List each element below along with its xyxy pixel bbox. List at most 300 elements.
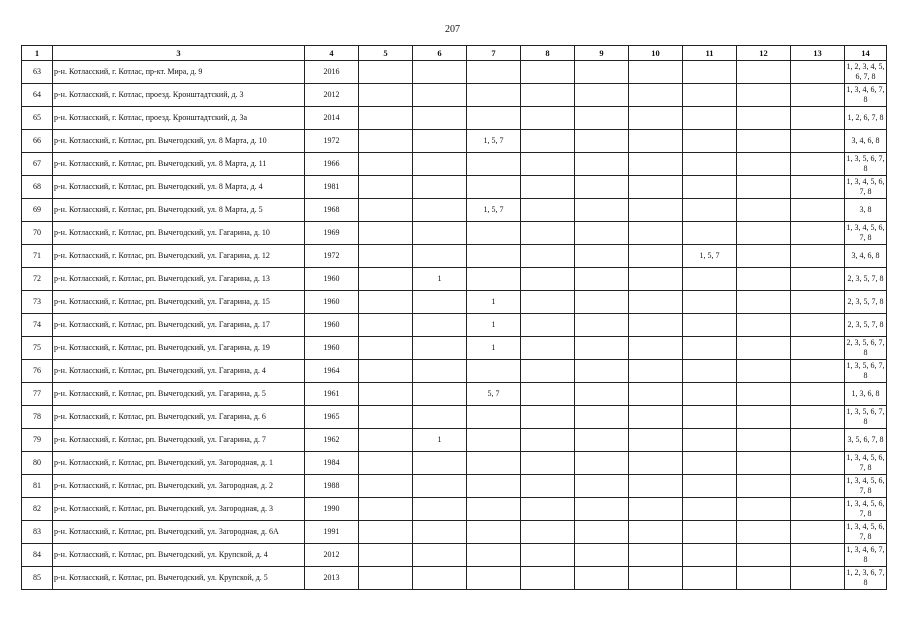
cell-col-14: 1, 3, 4, 6, 7, 8 <box>845 544 887 567</box>
column-header: 9 <box>575 46 629 61</box>
cell-col-12 <box>737 61 791 84</box>
cell-col-13 <box>791 222 845 245</box>
cell-col-5 <box>359 498 413 521</box>
cell-col-14: 1, 3, 4, 5, 6, 7, 8 <box>845 521 887 544</box>
table-row <box>22 245 887 268</box>
cell-col-8 <box>521 130 575 153</box>
cell-col-11 <box>683 153 737 176</box>
row-number: 65 <box>22 107 53 130</box>
year-cell: 1990 <box>305 498 359 521</box>
address-cell: р-н. Котласский, г. Котлас, рп. Вычегодский, ул. Гагарина, д. 5 <box>53 383 305 406</box>
address-cell: р-н. Котласский, г. Котлас, рп. Вычегодский, ул. 8 Марта, д. 11 <box>53 153 305 176</box>
cell-col-10 <box>629 61 683 84</box>
cell-col-5 <box>359 84 413 107</box>
cell-col-8 <box>521 498 575 521</box>
address-cell: р-н. Котласский, г. Котлас, проезд. Кронштадтский, д. 3а <box>53 107 305 130</box>
year-cell: 2012 <box>305 84 359 107</box>
cell-col-12 <box>737 337 791 360</box>
cell-col-5 <box>359 153 413 176</box>
cell-col-5 <box>359 429 413 452</box>
cell-col-14: 1, 3, 4, 5, 6, 7, 8 <box>845 176 887 199</box>
cell-col-13 <box>791 521 845 544</box>
header-row <box>22 46 887 61</box>
cell-col-5 <box>359 245 413 268</box>
year-cell: 1972 <box>305 245 359 268</box>
address-cell: р-н. Котласский, г. Котлас, рп. Вычегодский, ул. Гагарина, д. 15 <box>53 291 305 314</box>
cell-col-8 <box>521 107 575 130</box>
cell-col-9 <box>575 176 629 199</box>
cell-col-6 <box>413 314 467 337</box>
cell-col-14: 3, 5, 6, 7, 8 <box>845 429 887 452</box>
year-cell: 1960 <box>305 268 359 291</box>
cell-col-11 <box>683 222 737 245</box>
cell-col-9 <box>575 406 629 429</box>
cell-col-8 <box>521 176 575 199</box>
cell-col-13 <box>791 337 845 360</box>
column-header: 5 <box>359 46 413 61</box>
cell-col-13 <box>791 360 845 383</box>
cell-col-9 <box>575 222 629 245</box>
cell-col-12 <box>737 452 791 475</box>
cell-col-10 <box>629 360 683 383</box>
cell-col-5 <box>359 61 413 84</box>
cell-col-5 <box>359 521 413 544</box>
cell-col-13 <box>791 245 845 268</box>
cell-col-7 <box>467 498 521 521</box>
cell-col-12 <box>737 130 791 153</box>
cell-col-11 <box>683 337 737 360</box>
cell-col-14: 3, 4, 6, 8 <box>845 130 887 153</box>
cell-col-7: 1, 5, 7 <box>467 199 521 222</box>
column-header: 1 <box>22 46 53 61</box>
cell-col-10 <box>629 291 683 314</box>
cell-col-8 <box>521 222 575 245</box>
cell-col-14: 2, 3, 5, 6, 7, 8 <box>845 337 887 360</box>
cell-col-12 <box>737 314 791 337</box>
address-cell: р-н. Котласский, г. Котлас, пр-кт. Мира, д. 9 <box>53 61 305 84</box>
cell-col-9 <box>575 61 629 84</box>
cell-col-9 <box>575 130 629 153</box>
cell-col-14: 1, 3, 4, 6, 7, 8 <box>845 84 887 107</box>
cell-col-9 <box>575 498 629 521</box>
cell-col-11 <box>683 498 737 521</box>
cell-col-10 <box>629 130 683 153</box>
cell-col-7 <box>467 406 521 429</box>
cell-col-6 <box>413 337 467 360</box>
year-cell: 1972 <box>305 130 359 153</box>
row-number: 72 <box>22 268 53 291</box>
cell-col-6 <box>413 291 467 314</box>
cell-col-9 <box>575 107 629 130</box>
cell-col-10 <box>629 199 683 222</box>
table-row <box>22 452 887 475</box>
row-number: 68 <box>22 176 53 199</box>
cell-col-6 <box>413 544 467 567</box>
cell-col-13 <box>791 567 845 590</box>
cell-col-10 <box>629 176 683 199</box>
cell-col-7 <box>467 452 521 475</box>
cell-col-5 <box>359 475 413 498</box>
address-cell: р-н. Котласский, г. Котлас, рп. Вычегодский, ул. Гагарина, д. 17 <box>53 314 305 337</box>
cell-col-13 <box>791 107 845 130</box>
cell-col-8 <box>521 567 575 590</box>
cell-col-7 <box>467 84 521 107</box>
cell-col-12 <box>737 567 791 590</box>
cell-col-10 <box>629 475 683 498</box>
cell-col-5 <box>359 337 413 360</box>
cell-col-8 <box>521 84 575 107</box>
address-cell: р-н. Котласский, г. Котлас, рп. Вычегодский, ул. Гагарина, д. 6 <box>53 406 305 429</box>
cell-col-6 <box>413 521 467 544</box>
cell-col-5 <box>359 452 413 475</box>
cell-col-12 <box>737 222 791 245</box>
cell-col-13 <box>791 544 845 567</box>
cell-col-7: 1 <box>467 314 521 337</box>
cell-col-10 <box>629 521 683 544</box>
cell-col-10 <box>629 452 683 475</box>
cell-col-6 <box>413 406 467 429</box>
cell-col-12 <box>737 107 791 130</box>
row-number: 80 <box>22 452 53 475</box>
cell-col-13 <box>791 314 845 337</box>
cell-col-13 <box>791 130 845 153</box>
cell-col-10 <box>629 84 683 107</box>
cell-col-7: 1, 5, 7 <box>467 130 521 153</box>
cell-col-12 <box>737 406 791 429</box>
cell-col-7 <box>467 245 521 268</box>
cell-col-10 <box>629 383 683 406</box>
cell-col-12 <box>737 291 791 314</box>
cell-col-12 <box>737 360 791 383</box>
cell-col-11 <box>683 406 737 429</box>
cell-col-10 <box>629 314 683 337</box>
cell-col-6 <box>413 245 467 268</box>
cell-col-8 <box>521 245 575 268</box>
cell-col-7 <box>467 567 521 590</box>
cell-col-5 <box>359 176 413 199</box>
cell-col-8 <box>521 314 575 337</box>
cell-col-5 <box>359 383 413 406</box>
cell-col-11 <box>683 429 737 452</box>
cell-col-12 <box>737 176 791 199</box>
cell-col-11 <box>683 199 737 222</box>
cell-col-8 <box>521 429 575 452</box>
table-row <box>22 360 887 383</box>
year-cell: 1969 <box>305 222 359 245</box>
cell-col-8 <box>521 268 575 291</box>
table-row <box>22 544 887 567</box>
address-cell: р-н. Котласский, г. Котлас, рп. Вычегодский, ул. Загородная, д. 6А <box>53 521 305 544</box>
cell-col-13 <box>791 429 845 452</box>
cell-col-13 <box>791 84 845 107</box>
cell-col-7 <box>467 222 521 245</box>
year-cell: 2013 <box>305 567 359 590</box>
cell-col-7 <box>467 544 521 567</box>
cell-col-12 <box>737 544 791 567</box>
cell-col-5 <box>359 222 413 245</box>
cell-col-8 <box>521 61 575 84</box>
table-row <box>22 153 887 176</box>
cell-col-8 <box>521 452 575 475</box>
column-header: 11 <box>683 46 737 61</box>
cell-col-11 <box>683 84 737 107</box>
cell-col-9 <box>575 268 629 291</box>
cell-col-14: 1, 3, 4, 5, 6, 7, 8 <box>845 222 887 245</box>
cell-col-9 <box>575 567 629 590</box>
column-header: 12 <box>737 46 791 61</box>
cell-col-5 <box>359 544 413 567</box>
cell-col-5 <box>359 268 413 291</box>
cell-col-12 <box>737 245 791 268</box>
row-number: 74 <box>22 314 53 337</box>
address-cell: р-н. Котласский, г. Котлас, рп. Вычегодский, ул. Крупской, д. 5 <box>53 567 305 590</box>
year-cell: 1988 <box>305 475 359 498</box>
cell-col-7: 1 <box>467 291 521 314</box>
table-row <box>22 268 887 291</box>
cell-col-8 <box>521 337 575 360</box>
cell-col-7 <box>467 153 521 176</box>
table-row <box>22 567 887 590</box>
cell-col-13 <box>791 291 845 314</box>
cell-col-14: 1, 3, 5, 6, 7, 8 <box>845 406 887 429</box>
cell-col-10 <box>629 567 683 590</box>
row-number: 81 <box>22 475 53 498</box>
year-cell: 1960 <box>305 314 359 337</box>
cell-col-7 <box>467 360 521 383</box>
cell-col-6 <box>413 153 467 176</box>
cell-col-7: 1 <box>467 337 521 360</box>
year-cell: 1968 <box>305 199 359 222</box>
cell-col-7 <box>467 521 521 544</box>
year-cell: 2016 <box>305 61 359 84</box>
row-number: 78 <box>22 406 53 429</box>
table-row <box>22 475 887 498</box>
row-number: 63 <box>22 61 53 84</box>
cell-col-13 <box>791 406 845 429</box>
cell-col-11 <box>683 291 737 314</box>
cell-col-10 <box>629 498 683 521</box>
table-row <box>22 406 887 429</box>
year-cell: 2014 <box>305 107 359 130</box>
cell-col-6 <box>413 61 467 84</box>
cell-col-5 <box>359 314 413 337</box>
cell-col-11 <box>683 61 737 84</box>
cell-col-8 <box>521 544 575 567</box>
column-header: 3 <box>53 46 305 61</box>
cell-col-14: 1, 3, 6, 8 <box>845 383 887 406</box>
address-cell: р-н. Котласский, г. Котлас, рп. Вычегодский, ул. Загородная, д. 1 <box>53 452 305 475</box>
year-cell: 1962 <box>305 429 359 452</box>
cell-col-8 <box>521 360 575 383</box>
cell-col-11 <box>683 567 737 590</box>
cell-col-6 <box>413 84 467 107</box>
cell-col-14: 2, 3, 5, 7, 8 <box>845 268 887 291</box>
cell-col-9 <box>575 521 629 544</box>
cell-col-8 <box>521 291 575 314</box>
address-cell: р-н. Котласский, г. Котлас, рп. Вычегодский, ул. 8 Марта, д. 5 <box>53 199 305 222</box>
cell-col-11 <box>683 107 737 130</box>
cell-col-12 <box>737 498 791 521</box>
address-cell: р-н. Котласский, г. Котлас, рп. Вычегодский, ул. Загородная, д. 2 <box>53 475 305 498</box>
year-cell: 2012 <box>305 544 359 567</box>
table-row <box>22 222 887 245</box>
table-row <box>22 383 887 406</box>
cell-col-12 <box>737 475 791 498</box>
cell-col-14: 1, 3, 4, 5, 6, 7, 8 <box>845 475 887 498</box>
cell-col-10 <box>629 245 683 268</box>
column-header: 8 <box>521 46 575 61</box>
table-row <box>22 291 887 314</box>
table-row <box>22 84 887 107</box>
cell-col-10 <box>629 337 683 360</box>
cell-col-9 <box>575 360 629 383</box>
address-cell: р-н. Котласский, г. Котлас, рп. Вычегодский, ул. Крупской, д. 4 <box>53 544 305 567</box>
year-cell: 1981 <box>305 176 359 199</box>
year-cell: 1965 <box>305 406 359 429</box>
cell-col-7: 5, 7 <box>467 383 521 406</box>
cell-col-13 <box>791 475 845 498</box>
cell-col-12 <box>737 268 791 291</box>
cell-col-12 <box>737 84 791 107</box>
row-number: 76 <box>22 360 53 383</box>
cell-col-7 <box>467 176 521 199</box>
column-header: 7 <box>467 46 521 61</box>
cell-col-10 <box>629 429 683 452</box>
row-number: 77 <box>22 383 53 406</box>
year-cell: 1991 <box>305 521 359 544</box>
cell-col-14: 2, 3, 5, 7, 8 <box>845 314 887 337</box>
cell-col-14: 1, 3, 5, 6, 7, 8 <box>845 153 887 176</box>
row-number: 73 <box>22 291 53 314</box>
address-cell: р-н. Котласский, г. Котлас, рп. Вычегодский, ул. Гагарина, д. 4 <box>53 360 305 383</box>
table-row <box>22 314 887 337</box>
cell-col-9 <box>575 314 629 337</box>
cell-col-14: 3, 4, 6, 8 <box>845 245 887 268</box>
table-row <box>22 61 887 84</box>
row-number: 71 <box>22 245 53 268</box>
cell-col-5 <box>359 199 413 222</box>
table-row <box>22 521 887 544</box>
cell-col-13 <box>791 268 845 291</box>
cell-col-9 <box>575 475 629 498</box>
cell-col-6 <box>413 176 467 199</box>
year-cell: 1961 <box>305 383 359 406</box>
table-row <box>22 176 887 199</box>
cell-col-14: 1, 2, 3, 6, 7, 8 <box>845 567 887 590</box>
cell-col-11 <box>683 383 737 406</box>
cell-col-11 <box>683 452 737 475</box>
cell-col-14: 1, 3, 4, 5, 6, 7, 8 <box>845 452 887 475</box>
year-cell: 1966 <box>305 153 359 176</box>
cell-col-11 <box>683 475 737 498</box>
address-cell: р-н. Котласский, г. Котлас, рп. Вычегодский, ул. Гагарина, д. 12 <box>53 245 305 268</box>
cell-col-7 <box>467 429 521 452</box>
row-number: 66 <box>22 130 53 153</box>
cell-col-8 <box>521 383 575 406</box>
year-cell: 1984 <box>305 452 359 475</box>
cell-col-9 <box>575 337 629 360</box>
cell-col-14: 2, 3, 5, 7, 8 <box>845 291 887 314</box>
cell-col-11 <box>683 314 737 337</box>
address-cell: р-н. Котласский, г. Котлас, рп. Вычегодский, ул. 8 Марта, д. 10 <box>53 130 305 153</box>
cell-col-10 <box>629 268 683 291</box>
address-cell: р-н. Котласский, г. Котлас, рп. Вычегодский, ул. Гагарина, д. 13 <box>53 268 305 291</box>
column-header: 10 <box>629 46 683 61</box>
cell-col-6 <box>413 199 467 222</box>
cell-col-11 <box>683 268 737 291</box>
cell-col-6 <box>413 222 467 245</box>
cell-col-13 <box>791 176 845 199</box>
year-cell: 1964 <box>305 360 359 383</box>
table-row <box>22 337 887 360</box>
cell-col-9 <box>575 84 629 107</box>
row-number: 85 <box>22 567 53 590</box>
cell-col-14: 1, 3, 4, 5, 6, 7, 8 <box>845 498 887 521</box>
cell-col-12 <box>737 429 791 452</box>
cell-col-14: 1, 2, 6, 7, 8 <box>845 107 887 130</box>
cell-col-9 <box>575 291 629 314</box>
row-number: 70 <box>22 222 53 245</box>
address-cell: р-н. Котласский, г. Котлас, рп. Вычегодский, ул. Гагарина, д. 7 <box>53 429 305 452</box>
cell-col-13 <box>791 153 845 176</box>
cell-col-8 <box>521 521 575 544</box>
cell-col-5 <box>359 360 413 383</box>
cell-col-7 <box>467 107 521 130</box>
page-number: 207 <box>445 24 460 35</box>
cell-col-13 <box>791 452 845 475</box>
cell-col-11 <box>683 360 737 383</box>
cell-col-8 <box>521 199 575 222</box>
table-row <box>22 130 887 153</box>
cell-col-9 <box>575 245 629 268</box>
table-row <box>22 107 887 130</box>
cell-col-10 <box>629 153 683 176</box>
cell-col-6: 1 <box>413 429 467 452</box>
cell-col-5 <box>359 567 413 590</box>
cell-col-13 <box>791 383 845 406</box>
address-cell: р-н. Котласский, г. Котлас, рп. Вычегодский, ул. 8 Марта, д. 4 <box>53 176 305 199</box>
cell-col-9 <box>575 199 629 222</box>
cell-col-9 <box>575 544 629 567</box>
cell-col-5 <box>359 130 413 153</box>
cell-col-11 <box>683 544 737 567</box>
cell-col-5 <box>359 107 413 130</box>
cell-col-9 <box>575 383 629 406</box>
cell-col-9 <box>575 429 629 452</box>
column-header: 4 <box>305 46 359 61</box>
cell-col-13 <box>791 498 845 521</box>
row-number: 83 <box>22 521 53 544</box>
year-cell: 1960 <box>305 337 359 360</box>
cell-col-11 <box>683 176 737 199</box>
row-number: 82 <box>22 498 53 521</box>
cell-col-8 <box>521 475 575 498</box>
address-cell: р-н. Котласский, г. Котлас, проезд. Кронштадтский, д. 3 <box>53 84 305 107</box>
cell-col-6 <box>413 498 467 521</box>
cell-col-12 <box>737 199 791 222</box>
table-body <box>22 61 887 590</box>
cell-col-10 <box>629 107 683 130</box>
row-number: 79 <box>22 429 53 452</box>
row-number: 64 <box>22 84 53 107</box>
cell-col-10 <box>629 406 683 429</box>
cell-col-5 <box>359 291 413 314</box>
column-header: 14 <box>845 46 887 61</box>
column-header: 13 <box>791 46 845 61</box>
table-row <box>22 199 887 222</box>
cell-col-6 <box>413 360 467 383</box>
row-number: 84 <box>22 544 53 567</box>
